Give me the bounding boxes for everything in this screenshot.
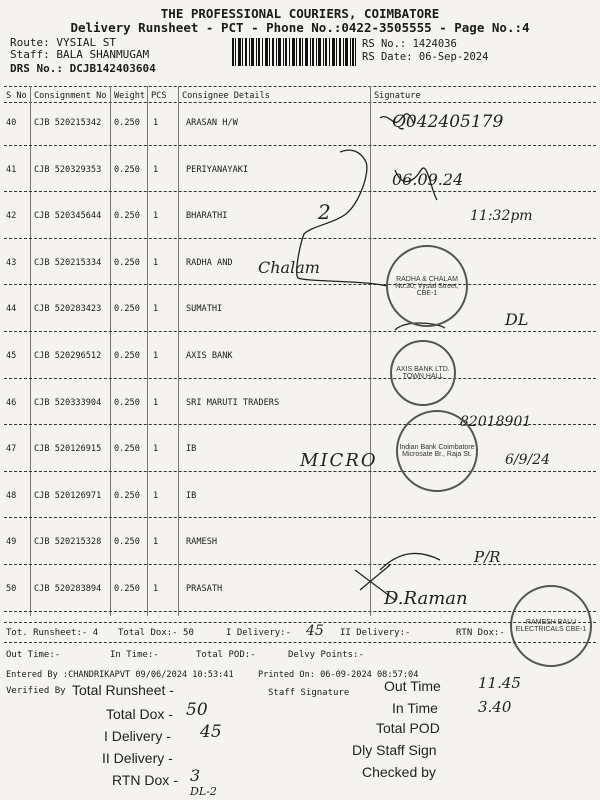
rs-number: RS No.: 1424036 [362, 38, 457, 50]
verified-by: Verified By [6, 686, 66, 696]
sig-row-46: 82018901 [460, 414, 532, 430]
entered-by: Entered By :CHANDRIKAPVT 09/06/2024 10:53:41 [6, 670, 234, 680]
out-time: Out Time:- [6, 650, 61, 660]
drs-number: DRS No.: DCJB142403604 [10, 62, 156, 75]
row-consignment-no: CJB 520329353 [34, 164, 102, 175]
row-consignee: PERIYANAYAKI [186, 164, 249, 175]
rs-date: RS Date: 06-Sep-2024 [362, 51, 489, 63]
sig-row-47-date: 6/9/24 [505, 452, 551, 468]
row-pcs: 1 [153, 397, 159, 408]
row-consignee: SRI MARUTI TRADERS [186, 397, 280, 408]
sig-row-47: MICRO [300, 450, 378, 471]
row-consignee: ARASAN H/W [186, 118, 238, 128]
row-pcs: 1 [153, 584, 159, 594]
sig-row-42: 2 [318, 200, 331, 224]
stamp-total-pod: Total POD [376, 720, 440, 736]
stamp-total-dox: Total Dox - [106, 706, 173, 722]
col-sno: S No [6, 91, 27, 101]
stamp-dl-note: DL-2 [190, 785, 217, 798]
col-consignment: Consignment No [34, 91, 107, 101]
signature-scribbles [180, 100, 600, 620]
row-consignee: BHARATHI [186, 211, 228, 222]
stamp-rtn-dox-value: 3 [190, 766, 201, 785]
sig-row-50: D.Raman [384, 588, 468, 609]
stamp-rtn-dox: RTN Dox - [112, 772, 178, 788]
row-consignment-no: CJB 520296512 [34, 351, 102, 361]
row-weight: 0.250 [114, 351, 140, 361]
row-weight: 0.250 [114, 397, 140, 408]
barcode [232, 38, 356, 66]
row-weight: 0.250 [114, 118, 140, 128]
i-delivery-label: I Delivery:- [226, 628, 292, 638]
row-weight: 0.250 [114, 257, 140, 268]
row-sno: 45 [6, 351, 17, 361]
row-consignment-no: CJB 520345644 [34, 211, 102, 222]
stamp-out-time-value: 11.45 [478, 674, 521, 692]
row-sno: 41 [6, 164, 17, 175]
row-weight: 0.250 [114, 304, 140, 315]
stamp-axis-bank: AXIS BANK LTD. TOWN HALL [390, 340, 456, 406]
row-sno: 48 [6, 490, 17, 501]
sig-row-49: P/R [474, 548, 501, 566]
stamp-checked-by: Checked by [362, 764, 436, 780]
row-pcs: 1 [153, 164, 159, 175]
row-sno: 43 [6, 257, 17, 268]
row-pcs: 1 [153, 118, 159, 128]
tot-runsheet: Tot. Runsheet:- 4 [6, 628, 99, 638]
row-sno: 40 [6, 118, 17, 128]
in-time: In Time:- [110, 650, 159, 660]
col-weight: Weight [114, 91, 146, 101]
stamp-out-time: Out Time [384, 678, 441, 694]
row-pcs: 1 [153, 257, 159, 268]
row-weight: 0.250 [114, 211, 140, 222]
row-sno: 49 [6, 537, 17, 548]
row-pcs: 1 [153, 211, 159, 222]
stamp-ii-delivery: II Delivery - [102, 750, 173, 766]
company-name: THE PROFESSIONAL COURIERS, COIMBATORE [160, 6, 440, 21]
total-dox: Total Dox:- 50 [118, 628, 194, 638]
row-consignment-no: CJB 520126971 [34, 490, 102, 501]
runsheet-title: Delivery Runsheet - PCT - Phone No.:0422-3505555 - Page No.:4 [70, 20, 530, 35]
row-weight: 0.250 [114, 584, 140, 594]
ii-delivery: II Delivery:- [340, 628, 411, 638]
sig-row-41-time: 11:32pm [470, 208, 533, 224]
row-consignment-no: CJB 520126915 [34, 444, 102, 455]
row-consignee: RADHA AND [186, 257, 233, 268]
row-consignment-no: CJB 520333904 [34, 397, 102, 408]
staff-signature: Staff Signature [268, 688, 350, 698]
row-sno: 46 [6, 397, 17, 408]
printed-on: Printed On: 06-09-2024 08:57:04 [258, 670, 419, 680]
sig-row-41-date: 06.09.24 [392, 170, 464, 189]
row-consignment-no: CJB 520215334 [34, 257, 102, 268]
row-consignment-no: CJB 520283894 [34, 584, 102, 594]
row-consignee: IB [186, 490, 197, 501]
row-consignee: PRASATH [186, 584, 223, 594]
total-pod: Total POD:- [196, 650, 256, 660]
row-pcs: 1 [153, 351, 159, 361]
row-weight: 0.250 [114, 490, 140, 501]
staff: Staff: BALA SHANMUGAM [10, 48, 150, 61]
row-consignment-no: CJB 520283423 [34, 304, 102, 315]
col-pcs: PCS [151, 91, 167, 101]
stamp-indian-bank: Indian Bank Coimbatore Microsate Br., Raja St. [396, 410, 478, 492]
row-consignee: SUMATHI [186, 304, 223, 315]
row-pcs: 1 [153, 444, 159, 455]
col-signature: Signature [374, 91, 421, 101]
stamp-total-runsheet: Total Runsheet - [72, 682, 174, 698]
stamp-in-time-value: 3.40 [478, 698, 512, 716]
row-consignment-no: CJB 520215328 [34, 537, 102, 548]
stamp-i-delivery: I Delivery - [104, 728, 171, 744]
sig-row-43: Chalam [258, 258, 320, 277]
sig-row-44: DL [505, 310, 529, 329]
delvy-points: Delvy Points:- [288, 650, 364, 660]
stamp-i-delivery-value: 45 [200, 722, 222, 742]
row-consignment-no: CJB 520215342 [34, 118, 102, 128]
row-weight: 0.250 [114, 444, 140, 455]
row-consignee: IB [186, 444, 197, 455]
row-sno: 47 [6, 444, 17, 455]
stamp-ramesh-electricals: RAMESH BALU ELECTRICALS CBE-1 [510, 585, 592, 667]
route: Route: VYSIAL ST [10, 36, 116, 49]
row-sno: 42 [6, 211, 17, 222]
rtn-dox: RTN Dox:- [456, 628, 505, 638]
stamp-total-dox-value: 50 [186, 700, 208, 720]
row-consignee: AXIS BANK [186, 351, 233, 361]
sig-row-40: Q042405179 [392, 112, 504, 132]
row-consignee: RAMESH [186, 537, 218, 548]
row-sno: 44 [6, 304, 17, 315]
row-pcs: 1 [153, 304, 159, 315]
col-consignee: Consignee Details [182, 91, 270, 101]
i-delivery-value: 45 [306, 623, 324, 639]
row-weight: 0.250 [114, 537, 140, 548]
row-sno: 50 [6, 584, 17, 594]
row-weight: 0.250 [114, 164, 140, 175]
row-pcs: 1 [153, 490, 159, 501]
row-pcs: 1 [153, 537, 159, 548]
stamp-in-time: In Time [392, 700, 438, 716]
stamp-radha-chalam: RADHA & CHALAM No.30, Vysial Street, CBE-1 [386, 245, 468, 327]
stamp-dly-staff-sign: Dly Staff Sign [352, 742, 437, 758]
